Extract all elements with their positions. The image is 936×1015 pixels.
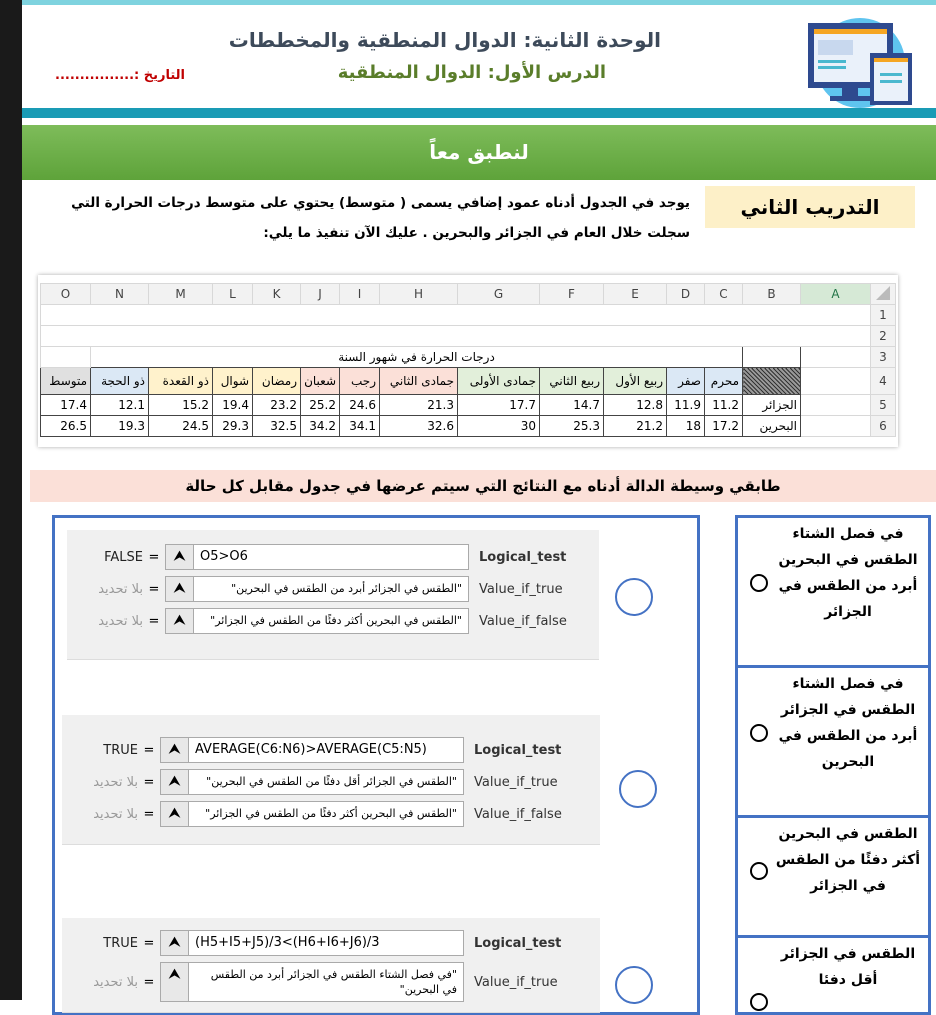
option-cell-3 — [735, 815, 931, 938]
month-header-cell[interactable]: شعبان — [301, 368, 340, 395]
result-value: TRUE — [103, 742, 138, 758]
month-header-cell[interactable]: صفر — [667, 368, 705, 395]
column-header[interactable]: O — [41, 284, 91, 305]
country-cell[interactable]: الجزائر — [743, 395, 801, 416]
collapse-arrow-icon[interactable]: ⮝ — [161, 963, 189, 1001]
data-cell[interactable]: 25.3 — [540, 416, 604, 437]
month-header-cell[interactable]: جمادى الثاني — [380, 368, 458, 395]
data-cell[interactable]: 19.3 — [91, 416, 149, 437]
month-header-cell[interactable]: محرم — [705, 368, 743, 395]
data-cell[interactable]: 21.2 — [604, 416, 667, 437]
column-header[interactable]: M — [149, 284, 213, 305]
date-field[interactable]: التاريخ :................ — [55, 68, 185, 83]
lesson-title: الدرس الأول: الدوال المنطقية — [337, 62, 606, 83]
equals-sign: = — [143, 806, 155, 822]
exercise-title: التدريب الثاني — [705, 186, 915, 228]
data-cell[interactable]: 19.4 — [213, 395, 253, 416]
month-header-cell[interactable]: ربيع الثاني — [540, 368, 604, 395]
month-header-cell[interactable]: ربيع الأول — [604, 368, 667, 395]
option-cell-2 — [735, 665, 931, 818]
option-cell-4 — [735, 935, 931, 1015]
equals-sign: = — [148, 613, 160, 629]
option-radio[interactable] — [750, 993, 768, 1011]
field-value: "الطقس في الجزائر أقل دفئًا من الطقس في البحرين" — [206, 775, 457, 788]
row-number[interactable]: 4 — [871, 368, 896, 395]
month-header-cell[interactable]: جمادى الأولى — [458, 368, 540, 395]
field-value: "الطقس في البحرين أكثر دفئًا من الطقس في الجزائر" — [210, 614, 462, 627]
column-header[interactable]: K — [253, 284, 301, 305]
data-cell[interactable]: 17.7 — [458, 395, 540, 416]
result-value: TRUE — [103, 935, 138, 951]
top-line — [22, 0, 936, 5]
data-cell[interactable]: 11.9 — [667, 395, 705, 416]
field-value: "في فصل الشتاء الطقس في الجزائر أبرد من الطقس في البحرين" — [210, 968, 457, 996]
collapse-arrow-icon[interactable]: ⮝ — [161, 802, 189, 826]
select-all-corner[interactable] — [871, 284, 896, 305]
column-headers — [41, 284, 896, 305]
country-cell[interactable]: البحرين — [743, 416, 801, 437]
function-dialog-3 — [62, 918, 600, 1013]
instruction-banner: طابقي وسيطة الدالة أدناه مع النتائج التي سيتم عرضها في جدول مقابل كل حالة — [30, 470, 936, 502]
hatched-cell[interactable] — [743, 368, 801, 395]
column-header[interactable]: G — [458, 284, 540, 305]
data-cell[interactable]: 14.7 — [540, 395, 604, 416]
field-value: "الطقس في البحرين أكثر دفئًا من الطقس في الجزائر" — [205, 807, 457, 820]
result-value: بلا تحديد — [98, 581, 143, 597]
result-value: بلا تحديد — [98, 613, 143, 629]
value-if-true-input[interactable] — [165, 576, 469, 602]
empty-cell[interactable] — [801, 416, 871, 437]
equals-sign: = — [143, 935, 155, 951]
column-header[interactable]: B — [743, 284, 801, 305]
computer-icon — [800, 18, 925, 108]
month-header-cell[interactable]: ذو القعدة — [149, 368, 213, 395]
data-cell[interactable]: 25.2 — [301, 395, 340, 416]
equals-sign: = — [148, 581, 160, 597]
option-radio[interactable] — [750, 574, 768, 592]
empty-cell[interactable] — [801, 368, 871, 395]
empty-cell[interactable] — [801, 395, 871, 416]
row-number[interactable]: 5 — [871, 395, 896, 416]
option-text: الطقس في الجزائر أقل دفئا — [780, 946, 916, 988]
logical-test-input[interactable] — [160, 930, 464, 956]
match-circle-2[interactable] — [619, 770, 657, 808]
option-text: في فصل الشتاء الطقس في الجزائر أبرد من الطقس في البحرين — [778, 676, 918, 770]
match-circle-3[interactable] — [615, 966, 653, 1004]
collapse-arrow-icon[interactable]: ⮝ — [166, 609, 194, 633]
result-value: بلا تحديد — [93, 806, 138, 822]
data-cell[interactable]: 26.5 — [41, 416, 91, 437]
collapse-arrow-icon[interactable]: ⮝ — [161, 738, 189, 762]
data-cell[interactable]: 15.2 — [149, 395, 213, 416]
logical-test-input[interactable] — [165, 544, 469, 570]
column-header[interactable]: H — [380, 284, 458, 305]
data-cell[interactable]: 17.2 — [705, 416, 743, 437]
data-cell[interactable]: 29.3 — [213, 416, 253, 437]
data-cell[interactable]: 11.2 — [705, 395, 743, 416]
data-cell[interactable]: 17.4 — [41, 395, 91, 416]
match-circle-1[interactable] — [615, 578, 653, 616]
month-header-cell[interactable]: رجب — [340, 368, 380, 395]
data-cell[interactable]: 24.5 — [149, 416, 213, 437]
column-header[interactable]: I — [340, 284, 380, 305]
column-header[interactable]: E — [604, 284, 667, 305]
data-cell[interactable]: 34.2 — [301, 416, 340, 437]
function-dialog-1 — [67, 530, 599, 660]
value-if-false-input[interactable] — [165, 608, 469, 634]
left-dark-strip — [0, 0, 22, 1000]
data-cell[interactable]: 21.3 — [380, 395, 458, 416]
collapse-arrow-icon[interactable]: ⮝ — [166, 577, 194, 601]
field-label: Logical_test — [479, 549, 567, 565]
column-header[interactable]: F — [540, 284, 604, 305]
column-header[interactable]: N — [91, 284, 149, 305]
data-cell[interactable]: 23.2 — [253, 395, 301, 416]
month-header-cell[interactable]: متوسط — [41, 368, 91, 395]
field-value: O5>O6 — [200, 549, 248, 564]
value-if-false-input[interactable] — [160, 801, 464, 827]
result-value: FALSE — [104, 549, 143, 565]
option-text: في فصل الشتاء الطقس في البحرين أبرد من الطقس في الجزائر — [778, 526, 918, 620]
data-cell[interactable]: 34.1 — [340, 416, 380, 437]
collapse-arrow-icon[interactable]: ⮝ — [161, 931, 189, 955]
collapse-arrow-icon[interactable]: ⮝ — [166, 545, 194, 569]
option-radio[interactable] — [750, 724, 768, 742]
row-number[interactable]: 6 — [871, 416, 896, 437]
data-cell[interactable]: 12.1 — [91, 395, 149, 416]
month-header-cell[interactable]: شوال — [213, 368, 253, 395]
spreadsheet[interactable] — [38, 275, 898, 447]
field-label: Logical_test — [474, 935, 562, 951]
row-number[interactable]: 1 — [871, 305, 896, 326]
collapse-arrow-icon[interactable]: ⮝ — [161, 770, 189, 794]
value-if-true-input[interactable] — [160, 769, 464, 795]
column-header[interactable]: A — [801, 284, 871, 305]
field-value: "الطقس في الجزائر أبرد من الطقس في البحرين" — [231, 582, 462, 595]
column-header[interactable]: L — [213, 284, 253, 305]
data-cell[interactable]: 18 — [667, 416, 705, 437]
result-value: بلا تحديد — [93, 974, 138, 990]
equals-sign: = — [143, 742, 155, 758]
column-header[interactable]: C — [705, 284, 743, 305]
equals-sign: = — [148, 549, 160, 565]
merged-title-cell[interactable]: درجات الحرارة في شهور السنة — [91, 347, 743, 368]
column-header[interactable]: J — [301, 284, 340, 305]
field-value: (H5+I5+J5)/3<(H6+I6+J6)/3 — [195, 935, 380, 950]
row-number[interactable]: 3 — [871, 347, 896, 368]
value-if-true-input[interactable] — [160, 962, 464, 1002]
function-dialog-2 — [62, 715, 600, 845]
month-header-cell[interactable]: رمضان — [253, 368, 301, 395]
column-header[interactable]: D — [667, 284, 705, 305]
field-label: Value_if_false — [474, 806, 562, 822]
data-cell[interactable]: 32.5 — [253, 416, 301, 437]
data-cell[interactable]: 12.8 — [604, 395, 667, 416]
field-value: AVERAGE(C6:N6)>AVERAGE(C5:N5) — [195, 742, 427, 757]
month-header-cell[interactable]: ذو الحجة — [91, 368, 149, 395]
option-cell-1 — [735, 515, 931, 668]
unit-title: الوحدة الثانية: الدوال المنطقية والمخططات — [228, 28, 661, 52]
data-cell[interactable]: 32.6 — [380, 416, 458, 437]
field-label: Value_if_false — [479, 613, 567, 629]
section-band: لنطبق معاً — [22, 125, 936, 180]
equals-sign: = — [143, 974, 155, 990]
exercise-description: يوجد في الجدول أدناه عمود إضافي يسمى ( متوسط) يحتوي على متوسط درجات الحرارة التي سجلت خلال العام في الجزائر والبحرين . عليك الآن تنفيذ ما يلي: — [71, 195, 690, 241]
data-cell[interactable]: 24.6 — [340, 395, 380, 416]
data-cell[interactable]: 30 — [458, 416, 540, 437]
result-value: بلا تحديد — [93, 774, 138, 790]
equals-sign: = — [143, 774, 155, 790]
teal-divider — [22, 108, 936, 118]
row-number[interactable]: 2 — [871, 326, 896, 347]
logical-test-input[interactable] — [160, 737, 464, 763]
field-label: Value_if_true — [479, 581, 563, 597]
option-radio[interactable] — [750, 862, 768, 880]
field-label: Value_if_true — [474, 774, 558, 790]
field-label: Logical_test — [474, 742, 562, 758]
field-label: Value_if_true — [474, 974, 558, 990]
option-text: الطقس في البحرين أكثر دفئًا من الطقس في الجزائر — [775, 826, 921, 894]
